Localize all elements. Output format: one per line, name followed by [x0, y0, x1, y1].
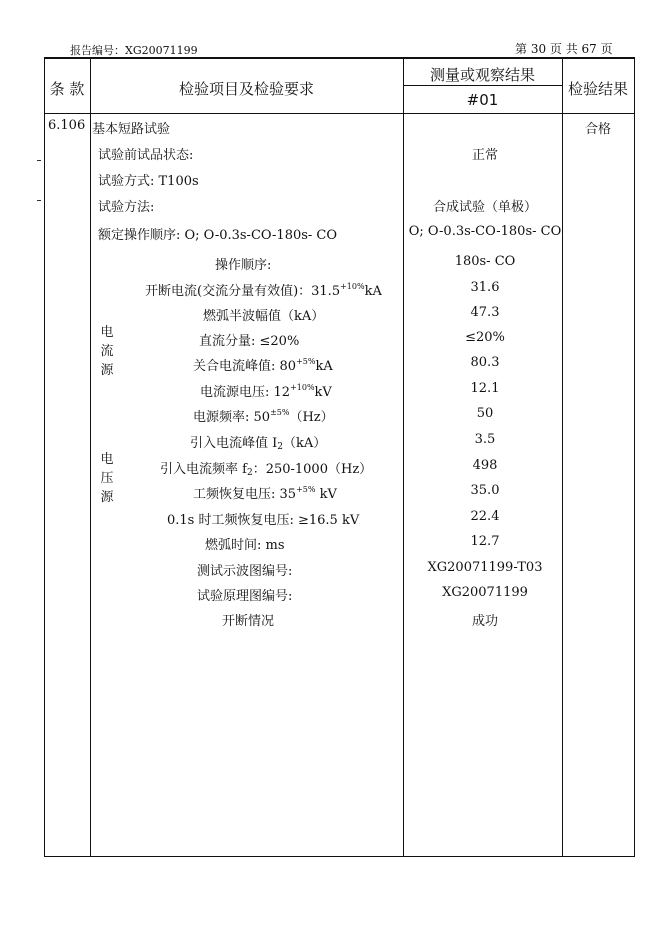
row-oscillogram-no-value: XG20071199-T03 — [427, 560, 543, 575]
row-pre-test-state-label: 试验前试品状态: — [98, 148, 194, 163]
report-number: 报告编号：XG20071199 — [70, 44, 198, 57]
row-injection-peak-label: 引入电流峰值 $I_2(kA)$ — [190, 436, 327, 452]
column-divider-clause — [90, 59, 91, 857]
row-test-mode-label: 试验方式: T100s — [98, 174, 199, 189]
row-recovery-voltage-01s-value: 22.4 — [470, 509, 500, 524]
item-column-header: 检验项目及检验要求 — [178, 80, 314, 98]
current-source-label: 电 流 源 — [100, 325, 114, 378]
row-injection-frequency-label: 引入电流频率 $f_2$：250-1000（Hz） — [160, 462, 373, 478]
row-dc-component-label: 直流分量: ≤20% — [199, 334, 300, 349]
row-breaking-current-value: 31.6 — [470, 280, 500, 295]
row-schematic-no-label: 试验原理图编号: — [197, 589, 293, 604]
test-name: 基本短路试验 — [92, 122, 171, 137]
row-dc-component-value: ≤20% — [465, 330, 505, 345]
row-operation-sequence-label: 操作顺序: — [215, 258, 272, 273]
row-rated-sequence-label: 额定操作顺序: O; O-0.3s-CO-180s- CO — [98, 228, 338, 243]
row-test-method-label: 试验方法: — [98, 200, 155, 215]
row-source-voltage-value: 12.1 — [470, 381, 500, 396]
clause-number: 6.106 — [48, 118, 86, 133]
row-schematic-no-value: XG20071199 — [442, 585, 528, 600]
voltage-source-label: 电 压 源 — [100, 452, 114, 505]
observation-subheader-line — [403, 85, 562, 86]
row-breaking-status-value: 成功 — [471, 614, 498, 629]
margin-mark — [37, 160, 41, 161]
final-result: 合格 — [584, 122, 611, 137]
column-divider-item — [403, 59, 404, 857]
row-breaking-status-label: 开断情况 — [222, 614, 275, 629]
row-injection-frequency-value: 498 — [472, 458, 498, 473]
row-source-voltage-label: 电流源电压: $12^{+10\%}kV$ — [200, 383, 332, 400]
margin-mark — [37, 200, 41, 201]
row-frequency-label: 电源频率: $50^{\pm 5\%}(Hz)$ — [193, 408, 334, 425]
observation-column-header: 测量或观察结果 — [429, 66, 535, 84]
row-breaking-current-label: 开断电流(交流分量有效值)：$31.5^{+10\%}kA$ — [145, 282, 382, 299]
page-number: 第 30 页 共 67 页 — [515, 42, 613, 56]
row-making-current-label: 关合电流峰值: $80^{+5\%}kA$ — [193, 357, 333, 374]
row-arc-time-value: 12.7 — [470, 534, 500, 549]
row-frequency-value: 50 — [476, 406, 494, 421]
row-rated-sequence-value: O; O-0.3s-CO-180s- CO — [408, 224, 562, 239]
row-pre-test-state-value: 正常 — [471, 148, 498, 163]
row-arc-amplitude-label: 燃弧半波幅值（kA） — [203, 309, 325, 324]
row-oscillogram-no-label: 测试示波图编号: — [197, 564, 293, 579]
result-column-header: 检验结果 — [567, 80, 628, 98]
row-recovery-voltage-label: 工频恢复电压: $35^{+5\%}$ kV — [193, 485, 337, 502]
sample-number: #01 — [466, 91, 499, 109]
clause-column-header: 条 款 — [49, 80, 85, 98]
row-arc-amplitude-value: 47.3 — [470, 305, 500, 320]
row-operation-sequence-value: 180s- CO — [454, 254, 516, 269]
row-injection-peak-value: 3.5 — [474, 432, 496, 447]
row-recovery-voltage-01s-label: 0.1s 时工频恢复电压: ≥16.5 kV — [167, 513, 360, 528]
row-test-method-value: 合成试验（单极） — [432, 200, 537, 215]
header-bottom-line — [44, 113, 634, 114]
row-making-current-value: 80.3 — [470, 355, 500, 370]
row-arc-time-label: 燃弧时间: ms — [205, 538, 285, 553]
row-recovery-voltage-value: 35.0 — [470, 483, 500, 498]
